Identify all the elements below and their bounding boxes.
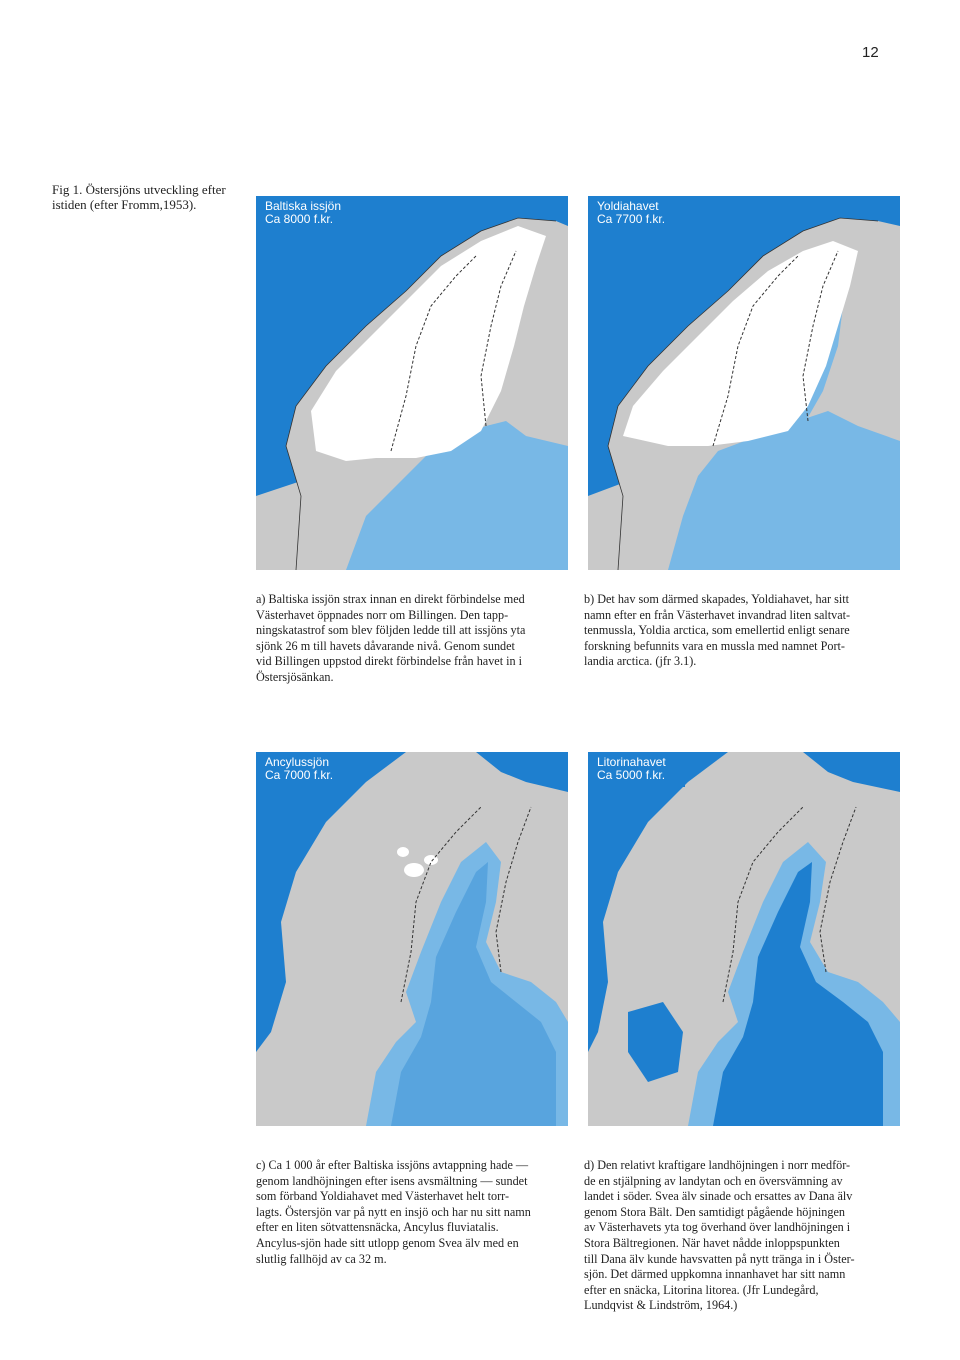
text-line: namn efter en från Västerhavet invandrad liten saltvat- <box>584 607 851 622</box>
map-label <box>588 196 685 231</box>
text-line: Ancylus-sjön hade sitt utlopp genom Svea älv med en <box>256 1235 519 1250</box>
map-a-drawing <box>256 196 568 570</box>
page-number: 12 <box>862 44 879 61</box>
text-line: vid Billingen uppstod direkt förbindelse från havet in i <box>256 654 523 669</box>
text-line: a) Baltiska issjön strax innan en direkt förbindelse med <box>256 592 525 606</box>
text-line: efter en snäcka, Litorina litorea. (Jfr Lundegård, <box>584 1282 819 1297</box>
text-line: landet i söder. Svea älv sinade och ersattes av Dana älv <box>584 1189 853 1204</box>
text-line: c) Ca 1 000 år efter Baltiska issjöns avtappning hade — <box>256 1158 529 1172</box>
text-line: forskning befunnits vara en mussla med namnet Port- <box>584 638 845 653</box>
map-title: Ancylussjön <box>265 755 330 769</box>
text-line: Västerhavet öppnades norr om Billingen. Den tapp- <box>256 607 509 622</box>
map-title: Litorinahavet <box>597 755 666 769</box>
text-line: som förband Yoldiahavet med Västerhavet helt torr- <box>256 1189 510 1204</box>
text-d <box>584 1158 894 1314</box>
text-line: Stora Bältregionen. När havet nådde inloppspunkten <box>584 1235 840 1250</box>
map-label <box>256 752 353 787</box>
figure-caption <box>52 182 242 212</box>
text-line: b) Det hav som därmed skapades, Yoldiahavet, har sitt <box>584 592 850 606</box>
text-line: genom Stora Bält. Den samtidigt pågående höjningen <box>584 1204 845 1219</box>
map-date: Ca 8000 f.kr. <box>265 212 334 226</box>
figure-caption-line: Fig 1. Östersjöns utveckling efter <box>52 182 226 197</box>
text-line: sjön. Det därmed uppkomna innanhavet har sitt namn <box>584 1267 846 1282</box>
text-line: till Dana älv kunde havsvatten på nytt tränga in i Öster- <box>584 1251 855 1266</box>
text-line: av Västerhavets yta tog överhand över landhöjningen i <box>584 1220 851 1235</box>
map-b-drawing <box>588 196 900 570</box>
ice-remnant <box>397 847 409 857</box>
text-line: Östersjösänkan. <box>256 669 334 684</box>
ice-remnant <box>404 863 424 877</box>
map-ancylussjon <box>256 752 568 1126</box>
text-line: d) Den relativt kraftigare landhöjningen i norr medför- <box>584 1158 851 1172</box>
text-line: slutlig fallhöjd av ca 32 m. <box>256 1251 387 1266</box>
map-litorinahavet <box>588 752 900 1126</box>
map-yoldiahavet <box>588 196 900 570</box>
text-a <box>256 592 566 686</box>
text-line: genom landhöjningen efter isens avsmältning — sundet <box>256 1173 528 1188</box>
map-date: Ca 7700 f.kr. <box>597 212 666 226</box>
text-line: landia arctica. (jfr 3.1). <box>584 654 697 669</box>
map-label <box>588 752 685 787</box>
figure-caption-line: istiden (efter Fromm,1953). <box>52 197 197 212</box>
text-line: ningskatastrof som blev följden ledde till att issjöns yta <box>256 623 526 638</box>
text-line: efter en liten sötvattensnäcka, Ancylus fluviatalis. <box>256 1220 499 1235</box>
text-line: de en stjälpning av landytan och en översvämning av <box>584 1173 843 1188</box>
text-b <box>584 592 894 670</box>
text-line: lagts. Östersjön var på nytt en insjö och har nu sitt namn <box>256 1204 531 1219</box>
map-c-drawing <box>256 752 568 1126</box>
text-line: sjönk 26 m till havets dåvarande nivå. Genom sundet <box>256 638 515 653</box>
map-title: Yoldiahavet <box>597 199 659 213</box>
map-label <box>256 196 353 231</box>
map-date: Ca 5000 f.kr. <box>597 768 666 782</box>
map-date: Ca 7000 f.kr. <box>265 768 334 782</box>
text-line: Lundqvist & Lindström, 1964.) <box>584 1298 738 1313</box>
map-d-drawing <box>588 752 900 1126</box>
text-c <box>256 1158 566 1267</box>
map-baltiska-issjon <box>256 196 568 570</box>
text-line: tenmussla, Yoldia arctica, som emellertid enligt senare <box>584 623 850 638</box>
map-title: Baltiska issjön <box>265 199 342 213</box>
